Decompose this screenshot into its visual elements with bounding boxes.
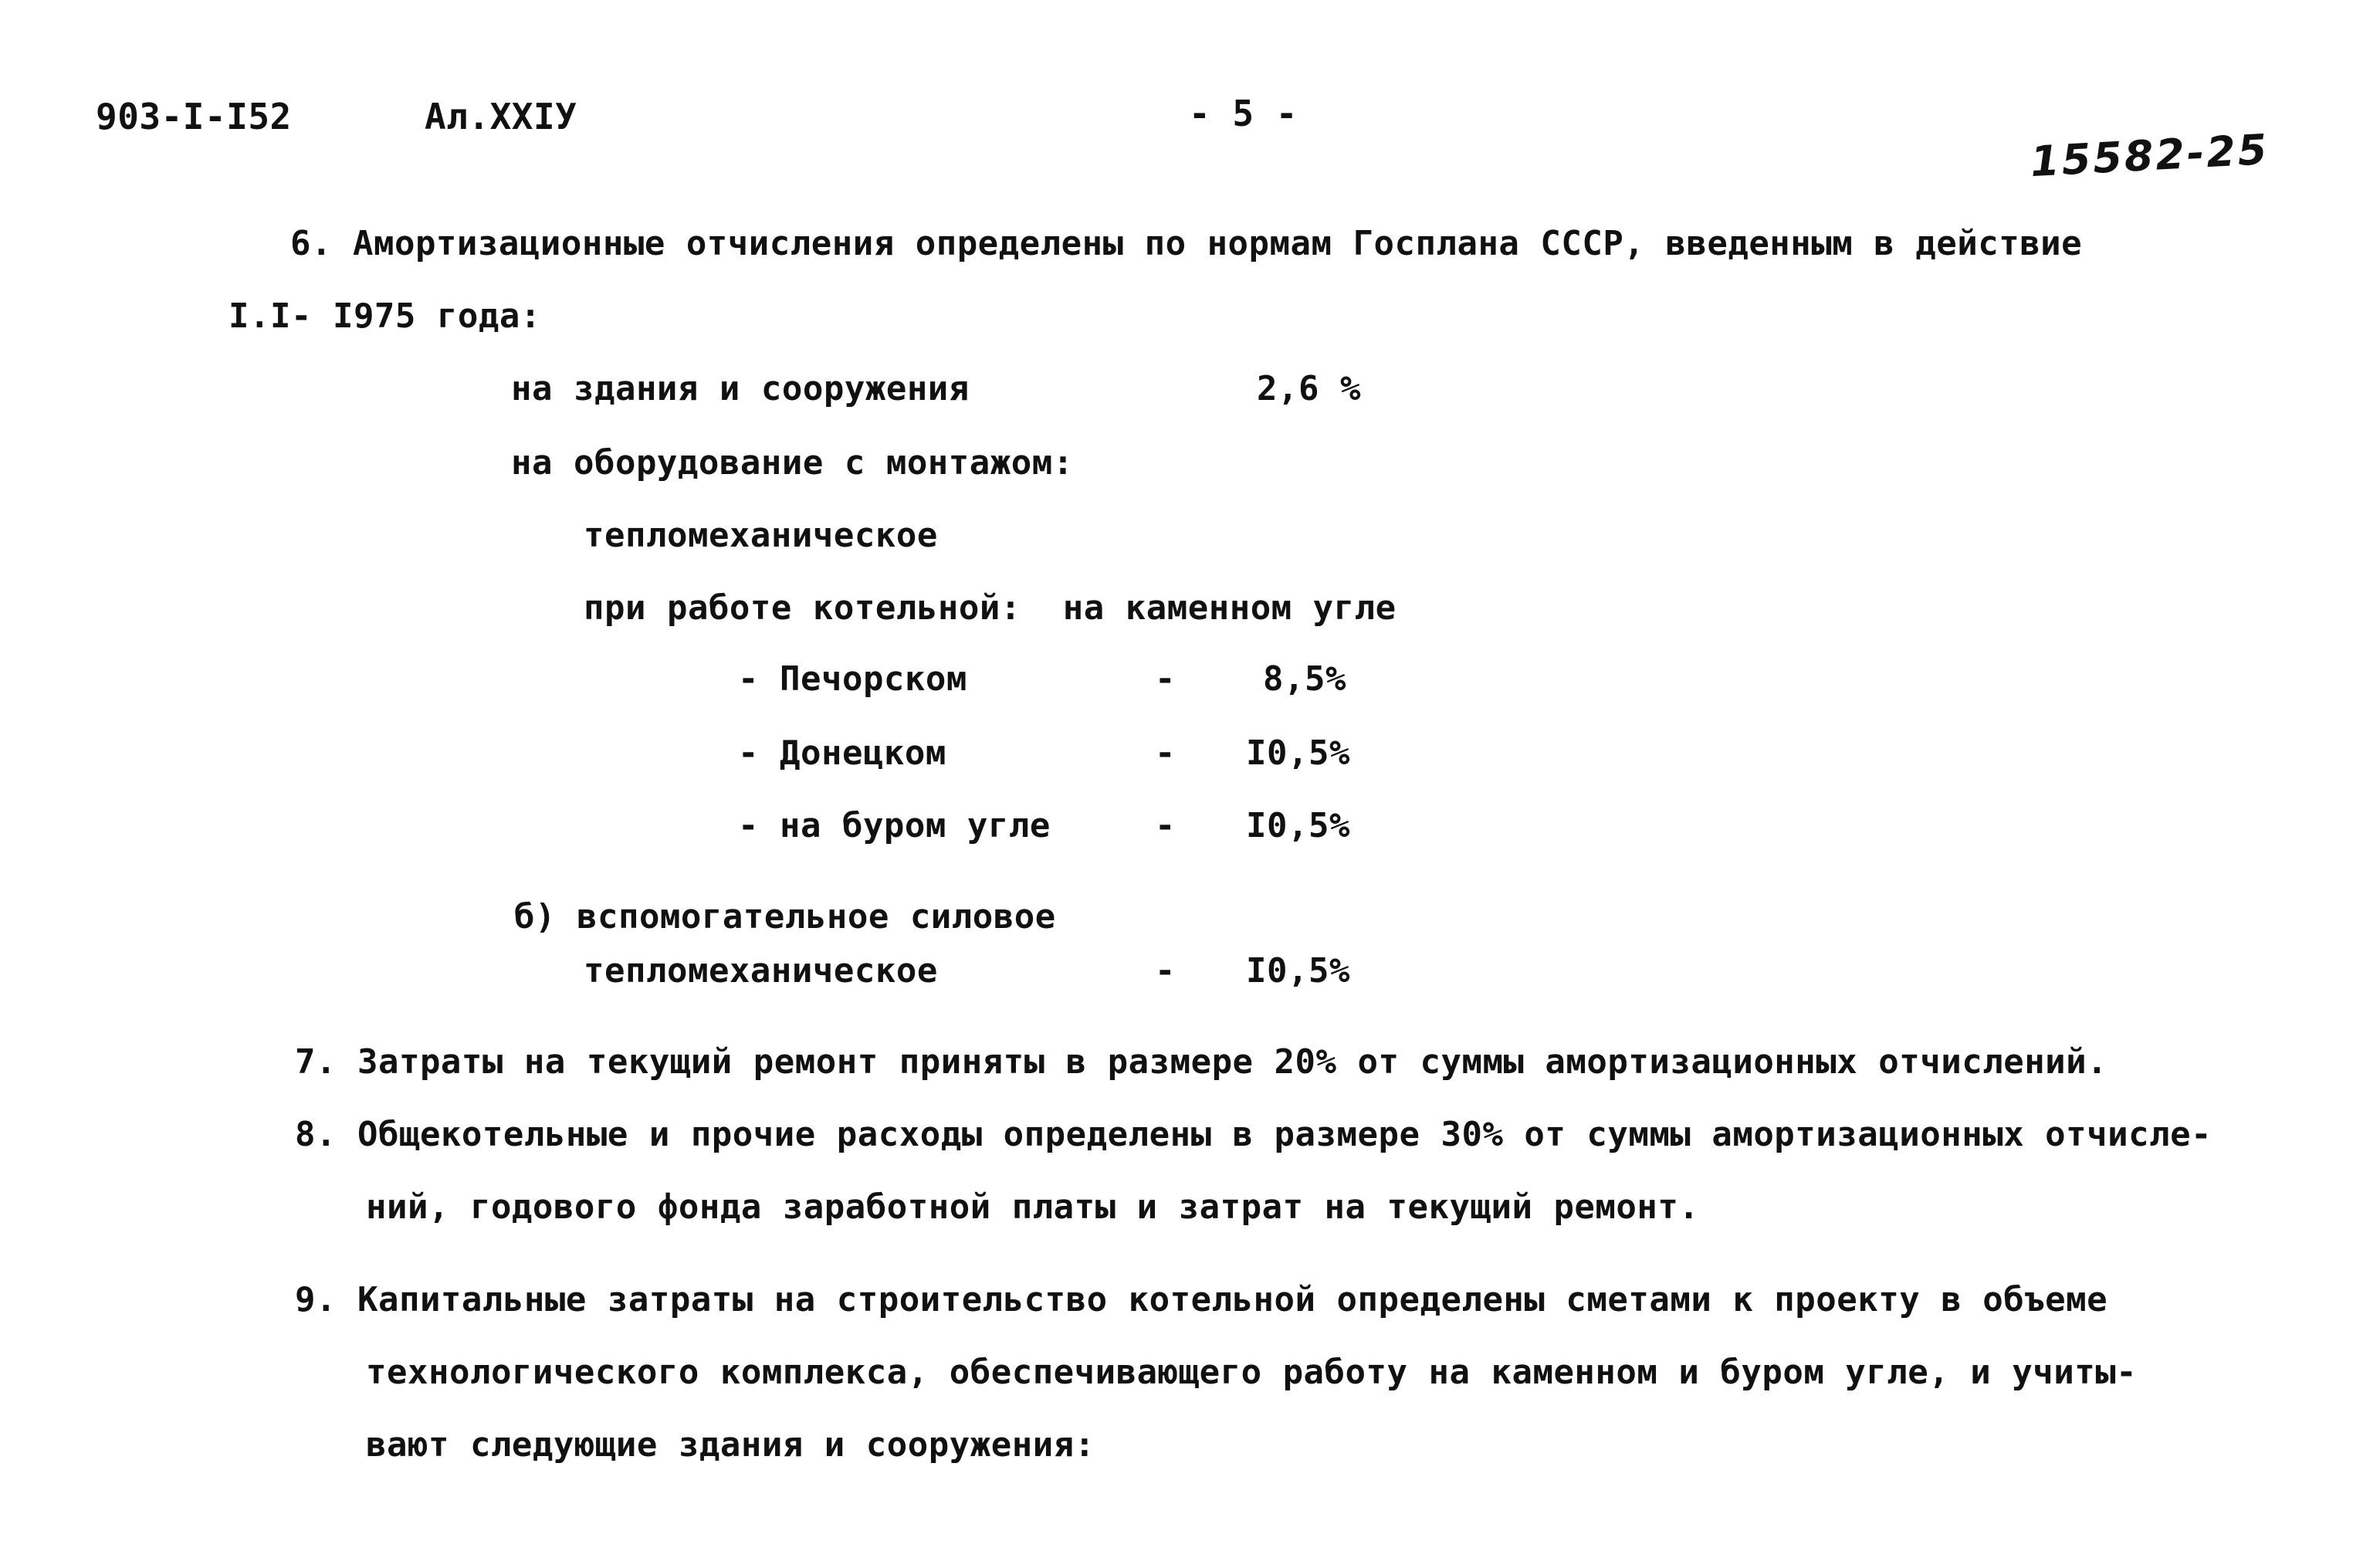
buildings-label: на здания и сооружения — [511, 369, 970, 408]
buildings-value: 2,6 % — [1257, 369, 1361, 408]
item8-line1: 8. Общекотельные и прочие расходы определены в размере 30% от суммы амортизационных отчисле- — [295, 1115, 2212, 1154]
coal-row-dash: - — [1155, 659, 1176, 699]
item6-line2: I.I- I975 года: — [229, 296, 541, 336]
coal-row-value: 8,5% — [1263, 659, 1346, 699]
boiler-label: при работе котельной: на каменном угле — [584, 588, 1397, 628]
item9-line3: вают следующие здания и сооружения: — [366, 1425, 1095, 1465]
aux-label-1: б) вспомогательное силовое — [514, 897, 1056, 936]
album-number: Ал.XXIУ — [425, 96, 577, 137]
handwritten-number: 15582-25 — [2029, 124, 2270, 187]
item6-line1: 6. Амортизационные отчисления определены по нормам Госплана СССР, введенным в действие — [290, 224, 2083, 263]
coal-row-value: I0,5% — [1246, 733, 1350, 773]
coal-row-value: I0,5% — [1246, 806, 1350, 845]
coal-row-dash: - — [1155, 733, 1176, 773]
aux-value: I0,5% — [1246, 951, 1350, 991]
page-number: - 5 - — [1189, 93, 1298, 134]
thermo-label: тепломеханическое — [584, 516, 938, 555]
coal-row-label: - на буром угле — [738, 806, 1051, 845]
item8-line2: ний, годового фонда заработной платы и затрат на текущий ремонт. — [366, 1187, 1700, 1227]
item7-line1: 7. Затраты на текущий ремонт приняты в размере 20% от суммы амортизационных отчислений. — [295, 1042, 2108, 1082]
item9-line2: технологического комплекса, обеспечивающего работу на каменном и буром угле, и учиты- — [366, 1353, 2138, 1392]
coal-row-label: - Печорском — [738, 659, 967, 699]
item9-line1: 9. Капитальные затраты на строительство котельной определены сметами к проекту в объеме — [295, 1280, 2108, 1319]
coal-row-label: - Донецком — [738, 733, 946, 773]
doc-code: 903-I-I52 — [96, 96, 292, 137]
aux-dash: - — [1155, 951, 1176, 991]
equipment-label: на оборудование с монтажом: — [511, 443, 1074, 483]
aux-label-2: тепломеханическое — [584, 951, 938, 991]
coal-row-dash: - — [1155, 806, 1176, 845]
